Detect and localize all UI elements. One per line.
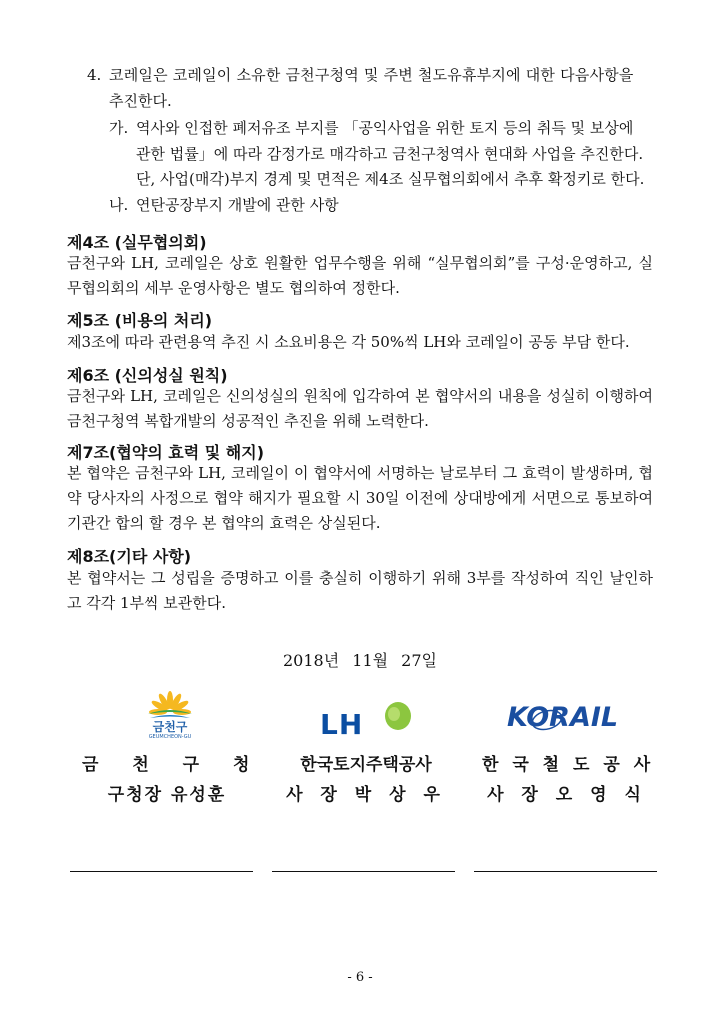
item4-line1: 코레일은 코레일이 소유한 금천구청역 및 주변 철도유휴부지에 대한 다음사항을: [109, 66, 634, 84]
item4-sub-ga-line3: 단, 사업(매각)부지 경계 및 면적은 제4조 실무협의회에서 추후 확정키로 한다.: [136, 170, 645, 188]
article-5-body: 제3조에 따라 관련용역 추진 시 소요비용은 각 50%씩 LH와 코레일이 공동 부담 한다.: [67, 333, 630, 351]
korail-logo-text: KORAIL: [507, 702, 619, 733]
lh-logo: [318, 694, 418, 744]
article-7-heading: 제7조(협약의 효력 및 해지): [67, 443, 265, 462]
lh-logo-text: LH: [320, 708, 364, 741]
article-6-heading: 제6조 (신의성실 원칙): [67, 366, 228, 385]
party-org-korail: 한 국 철 도 공 사: [482, 755, 655, 775]
korail-logo: [507, 702, 627, 742]
party-rep-geumcheon: 구청장 유성훈: [107, 785, 227, 805]
party-rep-lh: 사 장 박 상 우: [286, 785, 446, 805]
item4-sub-ga-marker: 가.: [109, 119, 129, 137]
item4-sub-ga-line2: 관한 법률」에 따라 감정가로 매각하고 금천구청역사 현대화 사업을 추진한다.: [136, 145, 644, 163]
article-7-body: 본 협약은 금천구와 LH, 코레일이 이 협약서에 서명하는 날로부터 그 효력이 발생하며, 협약 당사자의 사정으로 협약 해지가 필요할 시 30일 이전에 상대방에게 서면으로 통보하여 기관간 합의 할 경우 본 협약의 효력은 상실된다.: [67, 464, 653, 532]
agreement-date: 2018년 11월 27일: [283, 651, 437, 670]
item4-sub-na-line1: 연탄공장부지 개발에 관한 사항: [136, 196, 339, 214]
article-5-heading: 제5조 (비용의 처리): [67, 311, 213, 330]
page-number: - 6 -: [347, 970, 373, 985]
signature-line-geumcheon: [70, 871, 253, 872]
geumcheon-logo-subtext: GEUMCHEON-GU: [148, 734, 192, 740]
article-4-heading: 제4조 (실무협의회): [67, 233, 207, 252]
article-8-body: 본 협약서는 그 성립을 증명하고 이를 충실히 이행하기 위해 3부를 작성하여 직인 날인하고 각각 1부씩 보관한다.: [67, 569, 653, 612]
article-6-body: 금천구와 LH, 코레일은 신의성실의 원칙에 입각하여 본 협약서의 내용을 성실히 이행하여 금천구청역 복합개발의 성공적인 추진을 위해 노력한다.: [67, 387, 653, 430]
signature-line-lh: [272, 871, 455, 872]
item4-sub-ga-line1: 역사와 인접한 폐저유조 부지를 「공익사업을 위한 토지 등의 취득 및 보상에: [136, 119, 634, 137]
article-8-heading: 제8조(기타 사항): [67, 547, 192, 566]
party-org-lh: 한국토지주택공사: [300, 755, 432, 775]
item4-sub-na-marker: 나.: [109, 196, 129, 214]
korail-ring-icon: [507, 702, 627, 742]
geumcheon-logo: [130, 690, 210, 750]
party-org-geumcheon: 금 천 구 청: [82, 755, 264, 775]
item4-number: 4.: [87, 66, 102, 84]
geumcheon-logo-text: 금천구: [152, 720, 188, 734]
article-4-body: 금천구와 LH, 코레일은 상호 원활한 업무수행을 위해 “실무협의회”를 구성·운영하고, 실무협의회의 세부 운영사항은 별도 협의하여 정한다.: [67, 254, 653, 297]
signature-line-korail: [474, 871, 657, 872]
item4-line2: 추진한다.: [109, 92, 172, 110]
party-rep-korail: 사 장 오 영 식: [487, 785, 647, 805]
